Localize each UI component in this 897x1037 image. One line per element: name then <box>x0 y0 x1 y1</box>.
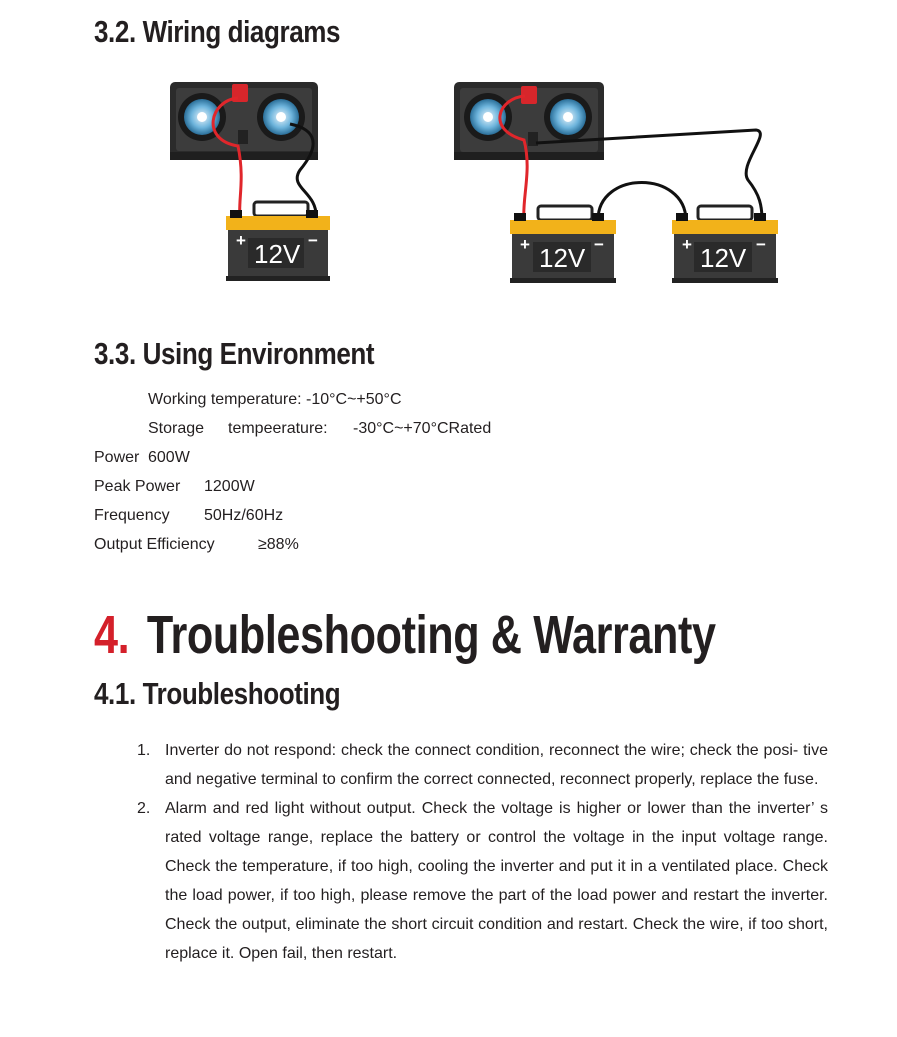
minus-sign: − <box>756 235 766 254</box>
list-item <box>137 736 828 794</box>
chapter-number: 4. <box>94 605 130 665</box>
battery-voltage-label: 12V <box>700 243 747 273</box>
battery-series-2 <box>672 206 778 283</box>
peak-power-value: 1200W <box>204 478 255 495</box>
storage-temperature-value: -30°C~+70°CRated <box>353 420 492 437</box>
plus-sign: + <box>236 231 246 250</box>
storage-temperature-label: tempeerature: <box>228 420 328 437</box>
chapter-heading <box>94 604 716 666</box>
using-environment-heading: 3.3. Using Environment <box>94 336 375 371</box>
troubleshooting-list <box>137 736 828 968</box>
minus-sign: − <box>308 231 318 250</box>
chapter-title: Troubleshooting & Warranty <box>146 605 716 665</box>
output-efficiency-value: ≥88% <box>258 536 299 553</box>
wiring-diagrams-heading: 3.2. Wiring diagrams <box>94 14 341 49</box>
power-value: 600W <box>148 449 190 466</box>
battery-voltage-label: 12V <box>539 243 586 273</box>
troubleshooting-heading: 4.1. Troubleshooting <box>94 676 341 711</box>
storage-label: Storage <box>148 420 205 437</box>
battery-single <box>226 202 330 281</box>
inverter-single <box>170 82 318 160</box>
peak-power-label: Peak Power <box>94 478 181 495</box>
list-item-number: 2. <box>137 800 151 817</box>
wiring-diagram-figure <box>150 70 790 290</box>
power-label: Power <box>94 449 140 466</box>
plus-sign: + <box>682 235 692 254</box>
output-efficiency-label: Output Efficiency <box>94 536 215 553</box>
frequency-value: 50Hz/60Hz <box>204 507 284 524</box>
list-item <box>137 794 828 968</box>
minus-sign: − <box>594 235 604 254</box>
battery-series-1 <box>510 206 616 283</box>
working-temperature: Working temperature: -10°C~+50°C <box>148 391 402 408</box>
list-item-text: Inverter do not respond: check the connect condition, reconnect the wire; check the posi- tive and negative terminal to confirm the correct connected, reconnect properly, replace the fuse. <box>165 742 828 788</box>
frequency-label: Frequency <box>94 507 170 524</box>
plus-sign: + <box>520 235 530 254</box>
battery-voltage-label: 12V <box>254 239 301 269</box>
inverter-series <box>454 82 604 160</box>
jumper-wire <box>598 183 686 221</box>
list-item-text: Alarm and red light without output. Check the voltage is higher or lower than the inverter’ s rated voltage range, replace the battery or control the voltage in the input voltage range. Check the temperature, if too high, cooling the inverter and put it in a ventilated place. Check the load power, if too high, please remove the part of the load power and restart the inverter. Check the output, eliminate the short circuit condition and restart. Check the wire, if too short, replace it. Open fail, then restart. <box>165 800 828 962</box>
list-item-number: 1. <box>137 742 151 759</box>
